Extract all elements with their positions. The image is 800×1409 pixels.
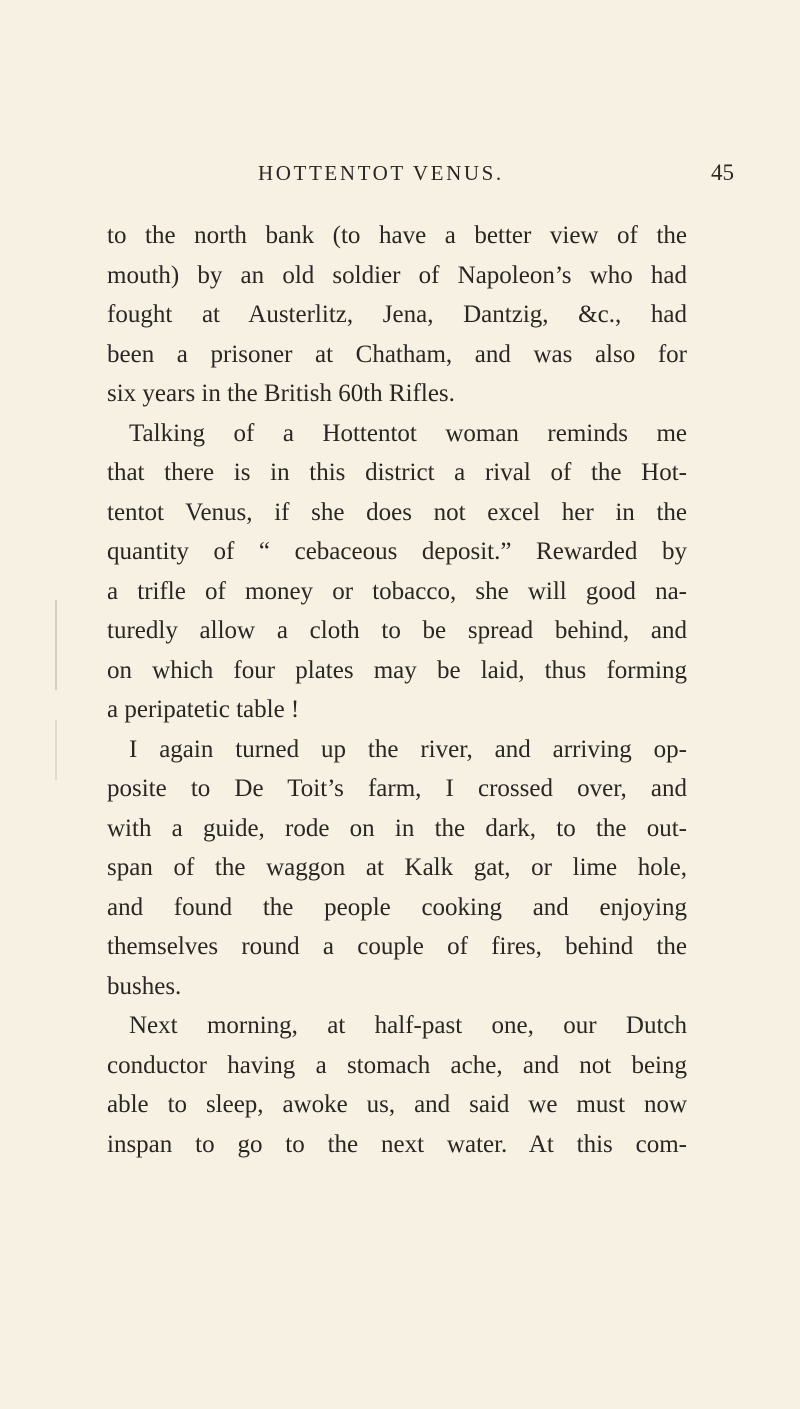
text-line: a trifle of money or tobacco, she will good na- bbox=[107, 577, 687, 605]
page-header bbox=[0, 158, 800, 188]
text-line: a peripatetic table ! bbox=[107, 696, 300, 723]
text-line: with a guide, rode on in the dark, to the out- bbox=[107, 814, 687, 842]
body-text bbox=[107, 216, 687, 1164]
text-line: turedly allow a cloth to be spread behind, and bbox=[107, 617, 687, 644]
text-line: and found the people cooking and enjoying bbox=[107, 893, 687, 921]
text-line: inspan to go to the next water. At this com- bbox=[107, 1130, 687, 1158]
text-line: themselves round a couple of fires, behind the bbox=[107, 933, 687, 960]
text-line: six years in the British 60th Rifles. bbox=[107, 380, 455, 407]
text-line: on which four plates may be laid, thus forming bbox=[107, 656, 687, 684]
text-line: bushes. bbox=[107, 972, 182, 1000]
text-line: been a prisoner at Chatham, and was also for bbox=[107, 340, 687, 368]
text-line: quantity of “ cebaceous deposit.” Rewarded by bbox=[107, 538, 687, 565]
text-line: fought at Austerlitz, Jena, Dantzig, &c., had bbox=[107, 301, 687, 328]
text-line: span of the waggon at Kalk gat, or lime hole, bbox=[107, 854, 687, 881]
running-head: HOTTENTOT VENUS. bbox=[258, 161, 504, 185]
text-line: Talking of a Hottentot woman reminds me bbox=[129, 419, 687, 447]
text-line: conductor having a stomach ache, and not being bbox=[107, 1051, 687, 1079]
text-line: to the north bank (to have a better view of the bbox=[107, 222, 687, 249]
page-edge-mark bbox=[55, 600, 57, 690]
text-line: able to sleep, awoke us, and said we must now bbox=[107, 1091, 687, 1118]
text-line: mouth) by an old soldier of Napoleon’s who had bbox=[107, 261, 687, 289]
page-edge-mark bbox=[55, 720, 57, 780]
text-line: Next morning, at half-past one, our Dutch bbox=[129, 1012, 687, 1039]
page-number: 45 bbox=[711, 160, 734, 185]
text-line: that there is in this district a rival of the Hot- bbox=[107, 459, 687, 486]
text-line: posite to De Toit’s farm, I crossed over, and bbox=[107, 775, 687, 802]
text-line: I again turned up the river, and arriving op- bbox=[129, 735, 687, 763]
text-line: tentot Venus, if she does not excel her in the bbox=[107, 498, 687, 526]
